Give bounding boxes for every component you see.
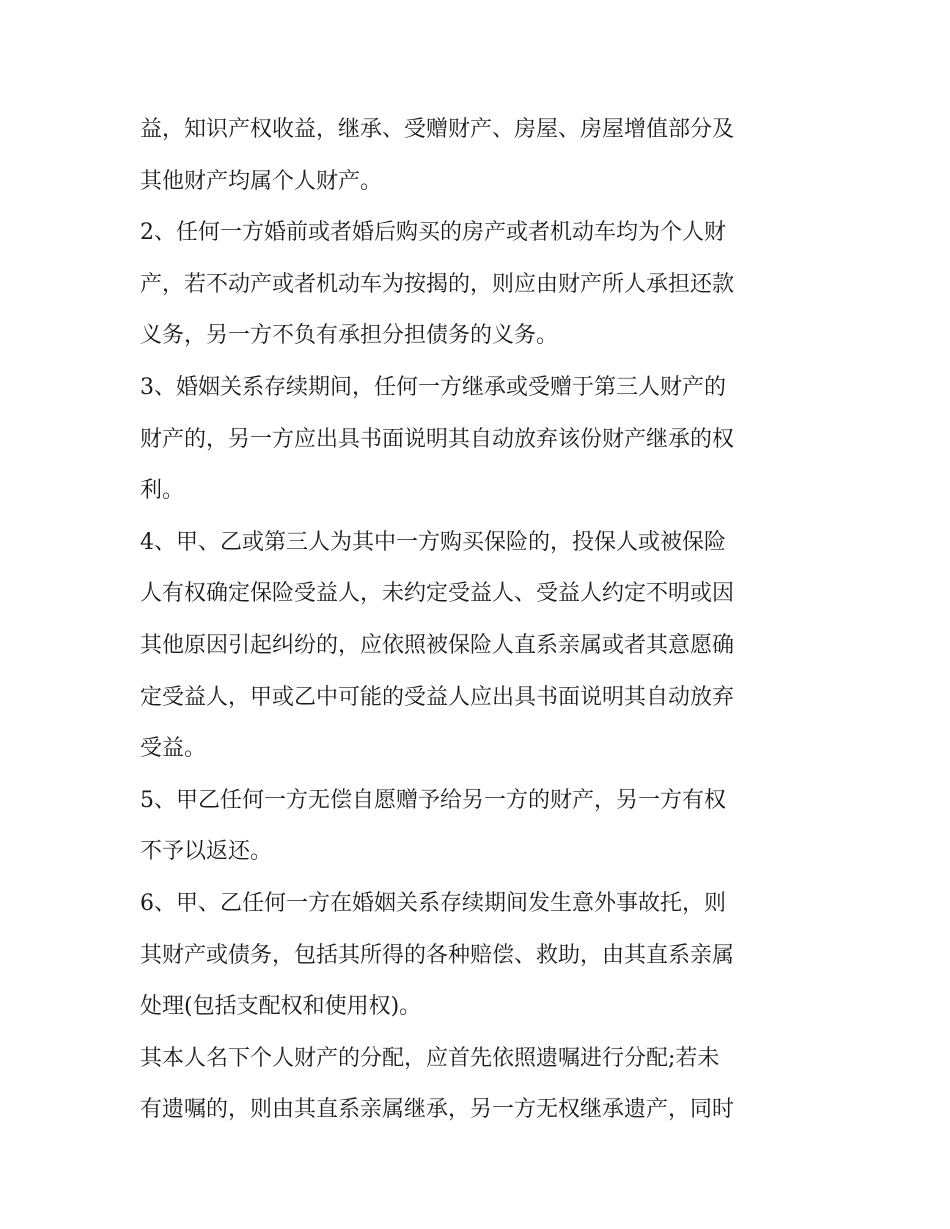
text-line: 其他原因引起纠纷的，应依照被保险人直系亲属或者其意愿确: [140, 632, 735, 658]
text-line: 义务，另一方不负有承担分担债务的义务。: [140, 323, 559, 349]
document-body: [140, 104, 820, 1136]
text-line: 产，若不动产或者机动车为按揭的，则应由财产所人承担还款: [140, 271, 735, 297]
text-line: 受益。: [140, 736, 207, 762]
text-line: 其本人名下个人财产的分配，应首先依照遗嘱进行分配;若未: [140, 1045, 720, 1071]
text-line: 3、婚姻关系存续期间，任何一方继承或受赠于第三人财产的: [140, 374, 726, 400]
text-line: 其财产或债务，包括其所得的各种赔偿、救助，由其直系亲属: [140, 942, 735, 968]
text-line: 其他财产均属个人财产。: [140, 168, 383, 194]
text-line: 利。: [140, 478, 185, 504]
text-line: 4、甲、乙或第三人为其中一方购买保险的，投保人或被保险: [140, 529, 726, 555]
text-line: 6、甲、乙任何一方在婚姻关系存续期间发生意外事故托，则: [140, 890, 726, 916]
text-line: 处理(包括支配权和使用权)。: [140, 994, 422, 1020]
text-line: 2、任何一方婚前或者婚后购买的房产或者机动车均为个人财: [140, 220, 726, 246]
text-line: 不予以返还。: [140, 839, 273, 865]
text-line: 财产的，另一方应出具书面说明其自动放弃该份财产继承的权: [140, 426, 735, 452]
text-line: 人有权确定保险受益人，未约定受益人、受益人约定不明或因: [140, 581, 735, 607]
text-line: 有遗嘱的，则由其直系亲属继承，另一方无权继承遗产，同时: [140, 1097, 735, 1123]
text-line: 定受益人，甲或乙中可能的受益人应出具书面说明其自动放弃: [140, 684, 735, 710]
text-line: 5、甲乙任何一方无偿自愿赠予给另一方的财产，另一方有权: [140, 787, 726, 813]
text-line: 益，知识产权收益，继承、受赠财产、房屋、房屋增值部分及: [140, 117, 735, 142]
